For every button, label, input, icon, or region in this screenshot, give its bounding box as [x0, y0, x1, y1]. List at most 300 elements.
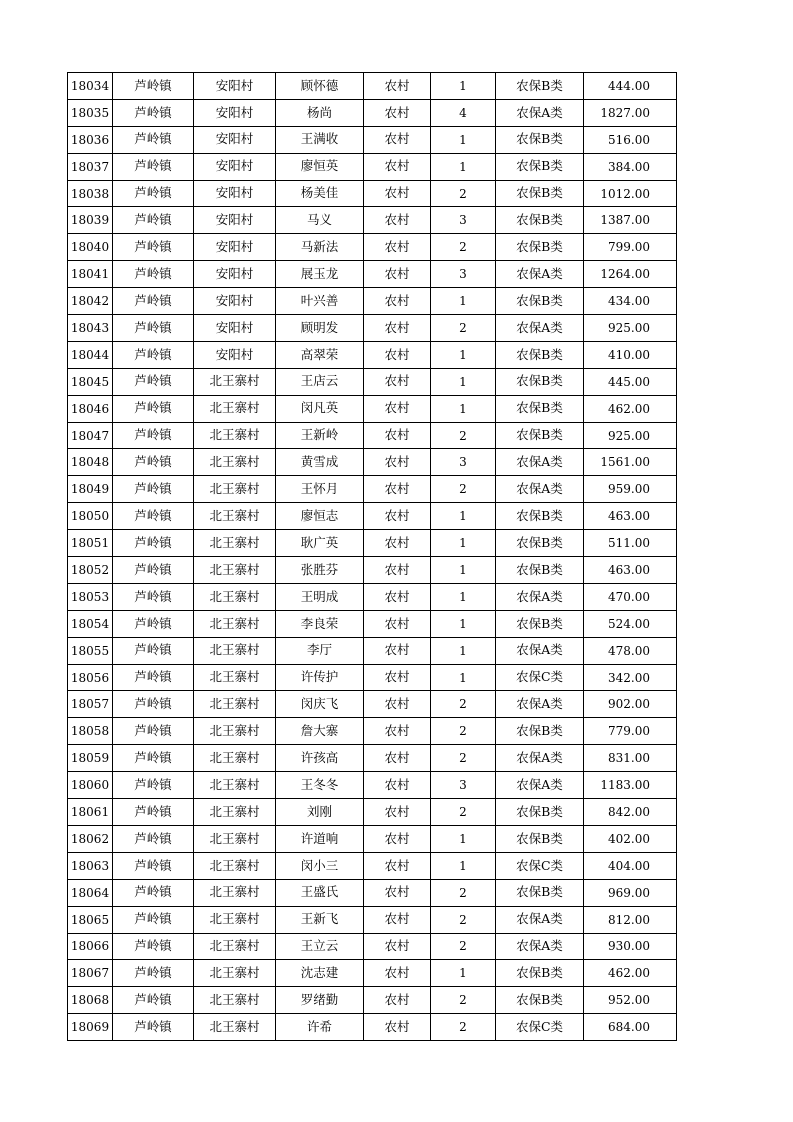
table-row	[68, 476, 677, 503]
table-row	[68, 368, 677, 395]
town-cell: 芦岭镇	[113, 691, 194, 718]
record-id-cell: 18037	[68, 153, 113, 180]
town-cell: 芦岭镇	[113, 126, 194, 153]
name-cell: 闵庆飞	[276, 691, 364, 718]
name-cell: 王怀月	[276, 476, 364, 503]
town-cell: 芦岭镇	[113, 180, 194, 207]
insurance-class-cell: 农保B类	[496, 718, 584, 745]
village-cell: 北王寨村	[194, 449, 276, 476]
village-cell: 安阳村	[194, 153, 276, 180]
table-row	[68, 852, 677, 879]
record-id-cell: 18067	[68, 960, 113, 987]
village-cell: 安阳村	[194, 99, 276, 126]
table-row	[68, 99, 677, 126]
name-cell: 李厅	[276, 637, 364, 664]
village-cell: 北王寨村	[194, 368, 276, 395]
area-type-cell: 农村	[364, 261, 431, 288]
area-type-cell: 农村	[364, 234, 431, 261]
name-cell: 顾怀德	[276, 73, 364, 100]
table-row	[68, 718, 677, 745]
area-type-cell: 农村	[364, 341, 431, 368]
household-size-cell: 1	[431, 153, 496, 180]
table-row	[68, 825, 677, 852]
table-row	[68, 583, 677, 610]
area-type-cell: 农村	[364, 718, 431, 745]
insurance-class-cell: 农保B类	[496, 825, 584, 852]
household-size-cell: 2	[431, 180, 496, 207]
amount-cell: 444.00	[584, 73, 677, 100]
household-size-cell: 2	[431, 879, 496, 906]
amount-cell: 925.00	[584, 315, 677, 342]
table-body	[68, 73, 677, 1041]
household-size-cell: 1	[431, 583, 496, 610]
record-id-cell: 18068	[68, 987, 113, 1014]
area-type-cell: 农村	[364, 664, 431, 691]
area-type-cell: 农村	[364, 583, 431, 610]
town-cell: 芦岭镇	[113, 341, 194, 368]
table-row	[68, 530, 677, 557]
table-row	[68, 315, 677, 342]
table-row	[68, 557, 677, 584]
name-cell: 王新飞	[276, 906, 364, 933]
table-row	[68, 180, 677, 207]
insurance-class-cell: 农保B类	[496, 368, 584, 395]
insurance-class-cell: 农保A类	[496, 261, 584, 288]
name-cell: 王满收	[276, 126, 364, 153]
insurance-class-cell: 农保A类	[496, 772, 584, 799]
amount-cell: 434.00	[584, 288, 677, 315]
table-row	[68, 745, 677, 772]
amount-cell: 1012.00	[584, 180, 677, 207]
household-size-cell: 2	[431, 315, 496, 342]
area-type-cell: 农村	[364, 530, 431, 557]
village-cell: 北王寨村	[194, 422, 276, 449]
household-size-cell: 1	[431, 288, 496, 315]
relief-table	[67, 72, 677, 1041]
household-size-cell: 1	[431, 126, 496, 153]
record-id-cell: 18065	[68, 906, 113, 933]
name-cell: 罗绪勤	[276, 987, 364, 1014]
insurance-class-cell: 农保C类	[496, 664, 584, 691]
table-row	[68, 664, 677, 691]
household-size-cell: 2	[431, 1014, 496, 1041]
village-cell: 北王寨村	[194, 691, 276, 718]
area-type-cell: 农村	[364, 799, 431, 826]
table-row	[68, 341, 677, 368]
town-cell: 芦岭镇	[113, 987, 194, 1014]
household-size-cell: 3	[431, 449, 496, 476]
record-id-cell: 18042	[68, 288, 113, 315]
name-cell: 张胜芬	[276, 557, 364, 584]
town-cell: 芦岭镇	[113, 745, 194, 772]
town-cell: 芦岭镇	[113, 557, 194, 584]
amount-cell: 1387.00	[584, 207, 677, 234]
name-cell: 闵小三	[276, 852, 364, 879]
table-row	[68, 799, 677, 826]
name-cell: 王冬冬	[276, 772, 364, 799]
village-cell: 北王寨村	[194, 799, 276, 826]
area-type-cell: 农村	[364, 315, 431, 342]
village-cell: 北王寨村	[194, 772, 276, 799]
insurance-class-cell: 农保A类	[496, 583, 584, 610]
village-cell: 北王寨村	[194, 583, 276, 610]
amount-cell: 930.00	[584, 933, 677, 960]
amount-cell: 524.00	[584, 610, 677, 637]
household-size-cell: 1	[431, 341, 496, 368]
town-cell: 芦岭镇	[113, 73, 194, 100]
town-cell: 芦岭镇	[113, 315, 194, 342]
insurance-class-cell: 农保B类	[496, 422, 584, 449]
amount-cell: 1561.00	[584, 449, 677, 476]
area-type-cell: 农村	[364, 745, 431, 772]
town-cell: 芦岭镇	[113, 99, 194, 126]
household-size-cell: 1	[431, 73, 496, 100]
name-cell: 刘刚	[276, 799, 364, 826]
household-size-cell: 2	[431, 933, 496, 960]
amount-cell: 959.00	[584, 476, 677, 503]
amount-cell: 478.00	[584, 637, 677, 664]
town-cell: 芦岭镇	[113, 1014, 194, 1041]
village-cell: 北王寨村	[194, 503, 276, 530]
town-cell: 芦岭镇	[113, 530, 194, 557]
household-size-cell: 1	[431, 664, 496, 691]
household-size-cell: 4	[431, 99, 496, 126]
town-cell: 芦岭镇	[113, 637, 194, 664]
amount-cell: 1183.00	[584, 772, 677, 799]
amount-cell: 463.00	[584, 557, 677, 584]
village-cell: 安阳村	[194, 341, 276, 368]
insurance-class-cell: 农保A类	[496, 449, 584, 476]
record-id-cell: 18056	[68, 664, 113, 691]
insurance-class-cell: 农保C类	[496, 852, 584, 879]
amount-cell: 404.00	[584, 852, 677, 879]
table-row	[68, 637, 677, 664]
table-row	[68, 234, 677, 261]
insurance-class-cell: 农保A类	[496, 99, 584, 126]
household-size-cell: 2	[431, 422, 496, 449]
household-size-cell: 1	[431, 368, 496, 395]
record-id-cell: 18047	[68, 422, 113, 449]
insurance-class-cell: 农保A类	[496, 637, 584, 664]
insurance-class-cell: 农保B类	[496, 987, 584, 1014]
town-cell: 芦岭镇	[113, 234, 194, 261]
area-type-cell: 农村	[364, 476, 431, 503]
insurance-class-cell: 农保C类	[496, 1014, 584, 1041]
household-size-cell: 3	[431, 207, 496, 234]
name-cell: 杨尚	[276, 99, 364, 126]
area-type-cell: 农村	[364, 368, 431, 395]
area-type-cell: 农村	[364, 126, 431, 153]
record-id-cell: 18051	[68, 530, 113, 557]
amount-cell: 902.00	[584, 691, 677, 718]
record-id-cell: 18034	[68, 73, 113, 100]
area-type-cell: 农村	[364, 933, 431, 960]
household-size-cell: 3	[431, 261, 496, 288]
name-cell: 王明成	[276, 583, 364, 610]
amount-cell: 969.00	[584, 879, 677, 906]
insurance-class-cell: 农保B类	[496, 207, 584, 234]
name-cell: 高翠荣	[276, 341, 364, 368]
household-size-cell: 3	[431, 772, 496, 799]
area-type-cell: 农村	[364, 1014, 431, 1041]
table-row	[68, 395, 677, 422]
town-cell: 芦岭镇	[113, 288, 194, 315]
household-size-cell: 1	[431, 852, 496, 879]
record-id-cell: 18054	[68, 610, 113, 637]
table-row	[68, 772, 677, 799]
town-cell: 芦岭镇	[113, 879, 194, 906]
insurance-class-cell: 农保A类	[496, 933, 584, 960]
area-type-cell: 农村	[364, 852, 431, 879]
name-cell: 李良荣	[276, 610, 364, 637]
table-row	[68, 422, 677, 449]
village-cell: 安阳村	[194, 315, 276, 342]
record-id-cell: 18048	[68, 449, 113, 476]
town-cell: 芦岭镇	[113, 825, 194, 852]
amount-cell: 462.00	[584, 960, 677, 987]
insurance-class-cell: 农保A类	[496, 691, 584, 718]
amount-cell: 831.00	[584, 745, 677, 772]
area-type-cell: 农村	[364, 637, 431, 664]
town-cell: 芦岭镇	[113, 664, 194, 691]
table-row	[68, 691, 677, 718]
record-id-cell: 18036	[68, 126, 113, 153]
village-cell: 北王寨村	[194, 960, 276, 987]
name-cell: 马义	[276, 207, 364, 234]
name-cell: 廖恒英	[276, 153, 364, 180]
area-type-cell: 农村	[364, 879, 431, 906]
household-size-cell: 2	[431, 718, 496, 745]
table-row	[68, 73, 677, 100]
area-type-cell: 农村	[364, 503, 431, 530]
amount-cell: 384.00	[584, 153, 677, 180]
table-row	[68, 261, 677, 288]
insurance-class-cell: 农保A类	[496, 476, 584, 503]
name-cell: 王盛氏	[276, 879, 364, 906]
area-type-cell: 农村	[364, 987, 431, 1014]
village-cell: 北王寨村	[194, 718, 276, 745]
insurance-class-cell: 农保B类	[496, 503, 584, 530]
table-row	[68, 906, 677, 933]
village-cell: 安阳村	[194, 288, 276, 315]
amount-cell: 463.00	[584, 503, 677, 530]
record-id-cell: 18063	[68, 852, 113, 879]
name-cell: 杨美佳	[276, 180, 364, 207]
village-cell: 北王寨村	[194, 852, 276, 879]
town-cell: 芦岭镇	[113, 422, 194, 449]
amount-cell: 812.00	[584, 906, 677, 933]
record-id-cell: 18044	[68, 341, 113, 368]
record-id-cell: 18058	[68, 718, 113, 745]
amount-cell: 410.00	[584, 341, 677, 368]
amount-cell: 402.00	[584, 825, 677, 852]
record-id-cell: 18062	[68, 825, 113, 852]
name-cell: 王店云	[276, 368, 364, 395]
amount-cell: 445.00	[584, 368, 677, 395]
village-cell: 安阳村	[194, 73, 276, 100]
amount-cell: 511.00	[584, 530, 677, 557]
insurance-class-cell: 农保A类	[496, 745, 584, 772]
record-id-cell: 18069	[68, 1014, 113, 1041]
insurance-class-cell: 农保B类	[496, 180, 584, 207]
table-row	[68, 987, 677, 1014]
table-row	[68, 288, 677, 315]
name-cell: 马新法	[276, 234, 364, 261]
record-id-cell: 18066	[68, 933, 113, 960]
town-cell: 芦岭镇	[113, 799, 194, 826]
insurance-class-cell: 农保A类	[496, 315, 584, 342]
record-id-cell: 18035	[68, 99, 113, 126]
area-type-cell: 农村	[364, 691, 431, 718]
town-cell: 芦岭镇	[113, 718, 194, 745]
area-type-cell: 农村	[364, 557, 431, 584]
area-type-cell: 农村	[364, 449, 431, 476]
area-type-cell: 农村	[364, 610, 431, 637]
area-type-cell: 农村	[364, 73, 431, 100]
insurance-class-cell: 农保B类	[496, 234, 584, 261]
town-cell: 芦岭镇	[113, 368, 194, 395]
household-size-cell: 1	[431, 530, 496, 557]
name-cell: 许道响	[276, 825, 364, 852]
record-id-cell: 18060	[68, 772, 113, 799]
insurance-class-cell: 农保B类	[496, 126, 584, 153]
area-type-cell: 农村	[364, 906, 431, 933]
amount-cell: 462.00	[584, 395, 677, 422]
insurance-class-cell: 农保B类	[496, 610, 584, 637]
area-type-cell: 农村	[364, 422, 431, 449]
record-id-cell: 18057	[68, 691, 113, 718]
household-size-cell: 2	[431, 799, 496, 826]
village-cell: 北王寨村	[194, 664, 276, 691]
area-type-cell: 农村	[364, 395, 431, 422]
village-cell: 北王寨村	[194, 557, 276, 584]
name-cell: 叶兴善	[276, 288, 364, 315]
table-row	[68, 126, 677, 153]
insurance-class-cell: 农保A类	[496, 906, 584, 933]
name-cell: 许希	[276, 1014, 364, 1041]
household-size-cell: 1	[431, 557, 496, 584]
town-cell: 芦岭镇	[113, 153, 194, 180]
insurance-class-cell: 农保B类	[496, 799, 584, 826]
village-cell: 安阳村	[194, 261, 276, 288]
household-size-cell: 1	[431, 960, 496, 987]
amount-cell: 684.00	[584, 1014, 677, 1041]
area-type-cell: 农村	[364, 180, 431, 207]
insurance-class-cell: 农保B类	[496, 557, 584, 584]
village-cell: 北王寨村	[194, 879, 276, 906]
household-size-cell: 2	[431, 906, 496, 933]
village-cell: 北王寨村	[194, 1014, 276, 1041]
record-id-cell: 18043	[68, 315, 113, 342]
name-cell: 廖恒志	[276, 503, 364, 530]
town-cell: 芦岭镇	[113, 772, 194, 799]
table-row	[68, 207, 677, 234]
village-cell: 北王寨村	[194, 825, 276, 852]
town-cell: 芦岭镇	[113, 610, 194, 637]
insurance-class-cell: 农保B类	[496, 879, 584, 906]
name-cell: 许孩高	[276, 745, 364, 772]
town-cell: 芦岭镇	[113, 960, 194, 987]
insurance-class-cell: 农保B类	[496, 530, 584, 557]
record-id-cell: 18038	[68, 180, 113, 207]
amount-cell: 1264.00	[584, 261, 677, 288]
town-cell: 芦岭镇	[113, 852, 194, 879]
record-id-cell: 18064	[68, 879, 113, 906]
table-row	[68, 933, 677, 960]
village-cell: 安阳村	[194, 126, 276, 153]
record-id-cell: 18050	[68, 503, 113, 530]
name-cell: 展玉龙	[276, 261, 364, 288]
area-type-cell: 农村	[364, 825, 431, 852]
table-row	[68, 449, 677, 476]
village-cell: 北王寨村	[194, 637, 276, 664]
amount-cell: 925.00	[584, 422, 677, 449]
village-cell: 北王寨村	[194, 610, 276, 637]
village-cell: 安阳村	[194, 207, 276, 234]
name-cell: 耿广英	[276, 530, 364, 557]
insurance-class-cell: 农保B类	[496, 73, 584, 100]
amount-cell: 799.00	[584, 234, 677, 261]
name-cell: 沈志建	[276, 960, 364, 987]
town-cell: 芦岭镇	[113, 261, 194, 288]
household-size-cell: 1	[431, 395, 496, 422]
record-id-cell: 18052	[68, 557, 113, 584]
town-cell: 芦岭镇	[113, 476, 194, 503]
household-size-cell: 2	[431, 691, 496, 718]
insurance-class-cell: 农保B类	[496, 960, 584, 987]
town-cell: 芦岭镇	[113, 449, 194, 476]
table-row	[68, 1014, 677, 1041]
town-cell: 芦岭镇	[113, 906, 194, 933]
household-size-cell: 1	[431, 825, 496, 852]
table-row	[68, 503, 677, 530]
amount-cell: 842.00	[584, 799, 677, 826]
name-cell: 许传护	[276, 664, 364, 691]
table-row	[68, 960, 677, 987]
insurance-class-cell: 农保B类	[496, 395, 584, 422]
record-id-cell: 18055	[68, 637, 113, 664]
village-cell: 北王寨村	[194, 395, 276, 422]
record-id-cell: 18039	[68, 207, 113, 234]
record-id-cell: 18040	[68, 234, 113, 261]
town-cell: 芦岭镇	[113, 207, 194, 234]
village-cell: 北王寨村	[194, 933, 276, 960]
town-cell: 芦岭镇	[113, 395, 194, 422]
name-cell: 闵凡英	[276, 395, 364, 422]
village-cell: 北王寨村	[194, 476, 276, 503]
record-id-cell: 18046	[68, 395, 113, 422]
village-cell: 北王寨村	[194, 745, 276, 772]
area-type-cell: 农村	[364, 207, 431, 234]
table-row	[68, 879, 677, 906]
insurance-class-cell: 农保B类	[496, 341, 584, 368]
insurance-class-cell: 农保B类	[496, 153, 584, 180]
village-cell: 安阳村	[194, 234, 276, 261]
area-type-cell: 农村	[364, 153, 431, 180]
amount-cell: 516.00	[584, 126, 677, 153]
record-id-cell: 18059	[68, 745, 113, 772]
household-size-cell: 2	[431, 745, 496, 772]
name-cell: 王立云	[276, 933, 364, 960]
amount-cell: 342.00	[584, 664, 677, 691]
record-id-cell: 18049	[68, 476, 113, 503]
household-size-cell: 1	[431, 610, 496, 637]
village-cell: 安阳村	[194, 180, 276, 207]
village-cell: 北王寨村	[194, 987, 276, 1014]
name-cell: 詹大寨	[276, 718, 364, 745]
area-type-cell: 农村	[364, 772, 431, 799]
record-id-cell: 18045	[68, 368, 113, 395]
